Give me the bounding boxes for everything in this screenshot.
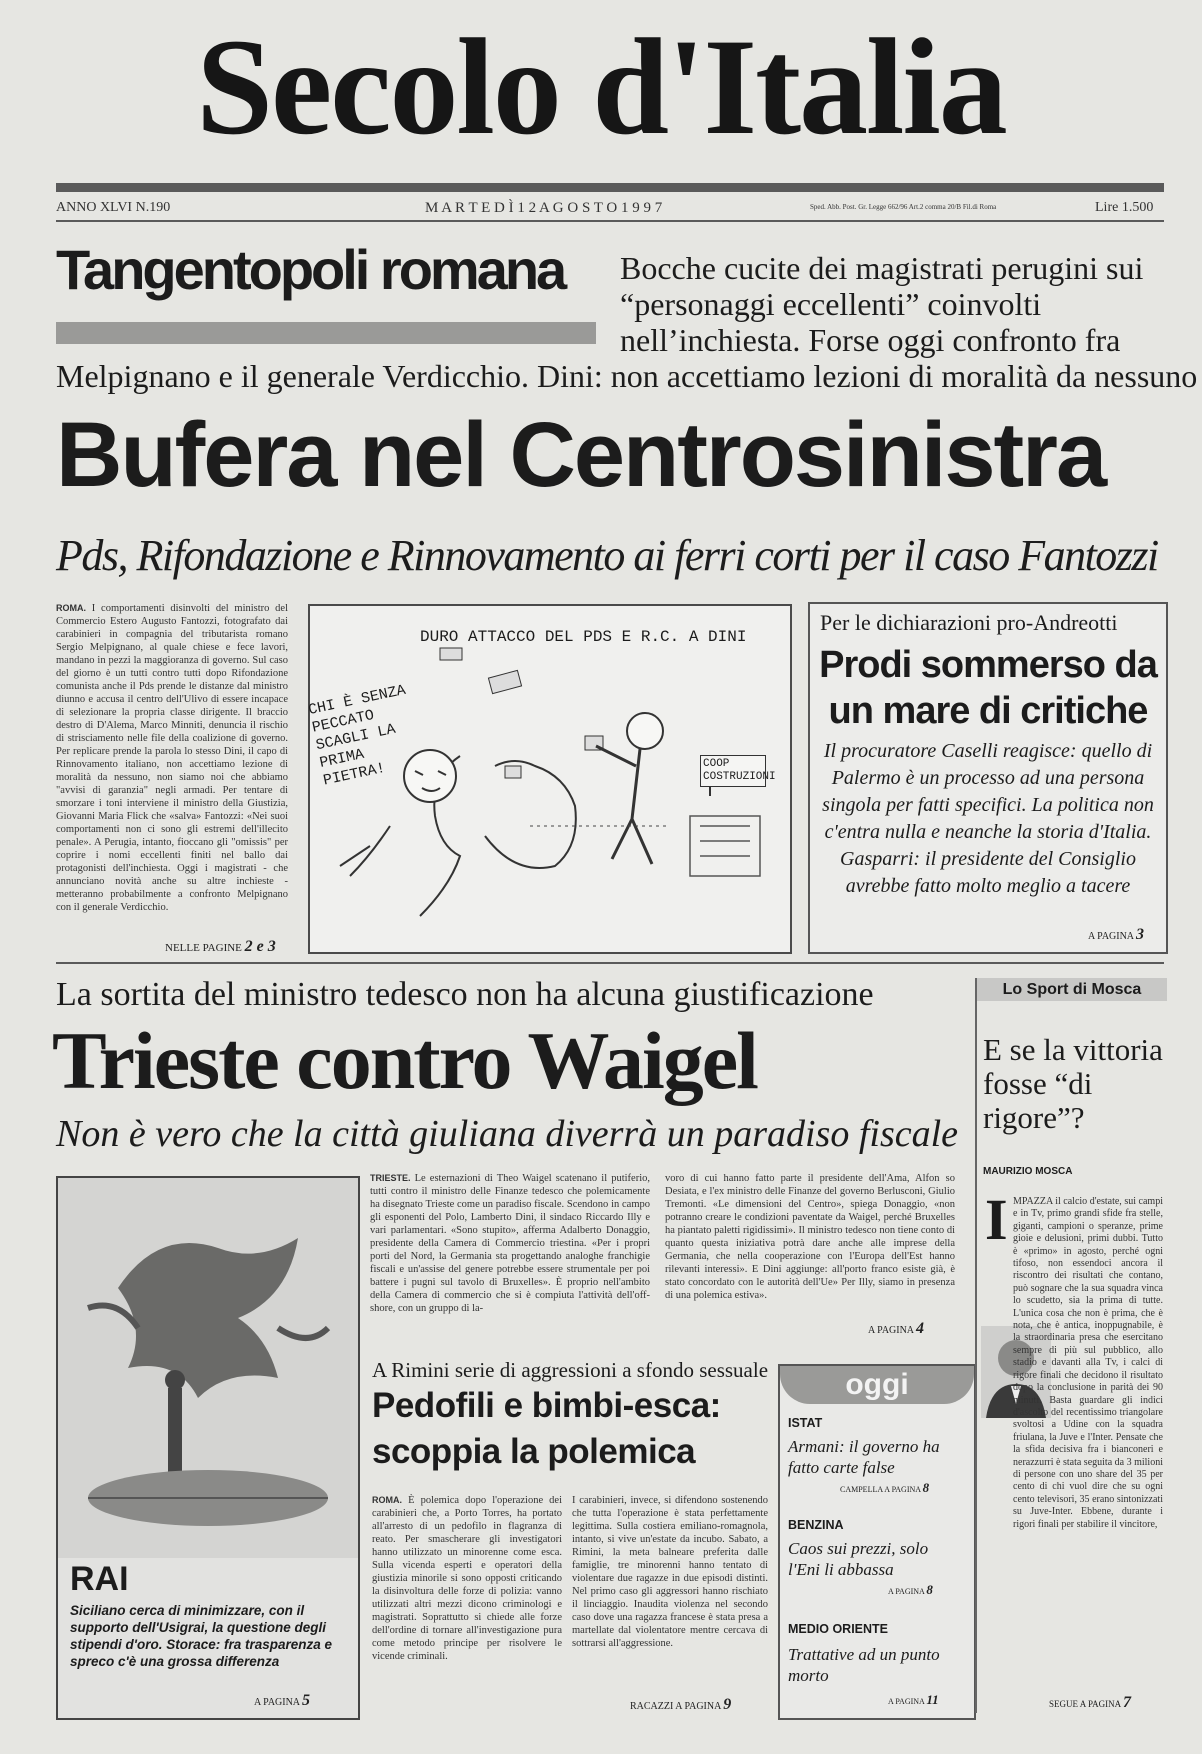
lead-dateline: ROMA. — [56, 603, 86, 613]
lead-page-ref — [165, 938, 276, 956]
prodi-kicker: Per le dichiarazioni pro-Andreotti — [820, 610, 1118, 635]
postal-info: Sped. Abb. Post. Gr. Legge 662/96 Art.2 comma 20/B Fil.di Roma — [810, 203, 997, 211]
oggi-text-benzina: Caos sui prezzi, solo l'Eni li abbassa — [788, 1539, 929, 1579]
oggi-section-benzina: BENZINA — [788, 1518, 844, 1532]
trieste-body-text-1: Le esternazioni di Theo Waigel scatenano il putiferio, tutti contro il ministro delle Finanze tedesco che polemicamente ha disegnato Trieste come un paradiso fiscale. Scendono in campo gli esponenti del Polo, Lamberto Dini, il sindaco Riccardo Illy e vari parlamentari. «Sono stupito», afferma Adalberto Donaggio, presidente della Camera di Commercio triestina. «Per i propri porti del Nord, la Germania sta progettando analoghe franchigie fiscali e un'assise del genere potrebbe essere strumentale per poi battere i pugni sul tavolo di Bruxelles». È proprio nell'ambito della Camera di commercio che si è compiuta l'attività dell'off-shore, con un gruppo di la- — [370, 1173, 650, 1314]
prodi-headline: Prodi sommerso da un mare di critiche — [819, 644, 1157, 732]
rimini-dateline: ROMA. — [372, 1495, 402, 1505]
lead-body-text: I comportamenti disinvolti del ministro del Commercio Estero Augusto Fantozzi, fotografato dai carabinieri in compagnia del tributarista romano Sergio Melpignano, al quale chiese e fece lavori, mandano in pezzi la maggioranza di governo. Sul caso del giorno è un tutti contro tutti dopo Rifondazione comunista anche il Pds prende le distanze dal ministro diunno e accusa il centro dell'Ulivo di essere incapace di selezionare la propria classe dirigente. Il braccio destro di D'Alema, Marco Minniti, denuncia il rischio di strisciamento nelle file della coalizione di governo. Per replicare prende la parola lo stesso Dini, il capo di Rinnovamento italiano, non accettiamo lezione di moralità da nessuno, non siamo noi che abbiamo "avvisi di garanzia" negli armadi. Per tentare di smorzare i toni interviene il ministro della Giustizia, Giovanni Maria Flick che «salva» Fantozzi: «Nei suoi comportamenti non ci sono gli estremi dell'illecito penale». A Perugia, intanto, fioccano gli "omissis" per coprire i nomi eccellenti finiti nel ballo dai protagonisti dell'inchiesta. Oggi i magistrati - che annunciano novità anche su altre inchieste - metteranno probabilmente a confronto Melpignano con il generale Verdicchio. — [56, 603, 288, 913]
sport-tag: Lo Sport di Mosca — [977, 978, 1167, 1001]
rimini-headline: Pedofili e bimbi-esca: scoppia la polemica — [372, 1386, 721, 1471]
cartoon-speech-bubble: CHI È SENZA PECCATO SCAGLI LA PRIMA PIETRA! — [306, 681, 408, 790]
rimini-kicker: A Rimini serie di aggressioni a sfondo sessuale — [372, 1358, 769, 1382]
oggi-ref-istat-label: CAMPELLA A PAGINA — [840, 1485, 921, 1494]
oggi-ref-medio-oriente — [888, 1692, 939, 1708]
lead-body — [56, 602, 288, 932]
sport-page-ref-num: 7 — [1122, 1694, 1131, 1711]
trieste-page-ref-num: 4 — [915, 1320, 924, 1337]
sport-headline: E se la vittoria fosse “di rigore”? — [983, 1032, 1163, 1135]
oggi-ref-istat-num: 8 — [922, 1480, 930, 1495]
price: Lire 1.500 — [1095, 200, 1154, 215]
rai-page-ref — [254, 1692, 310, 1710]
lead-page-ref-num: 2 e 3 — [244, 938, 276, 955]
sport-body: MPAZZA il calcio d'estate, sui campi e in Tv, primo grandi sfide fra stelle, giganti, campioni o speranze, prime gioie e delusioni, primi dubbi. Tutto è «primo» in agosto, perché ogni tifoso, non essendoci ancora il riscontro dei risultati che contano, può sognare che la sua squadra vinca lo scudetto, sia la prima di tutte. L'unica cosa che non è prima, che è nota, che è antica, inoppugnabile, è la straordinaria presa che esercitano sempre di più sul pubblico, allo stadio e davanti alla Tv, i calci di rigore finali che decidono il risultato dopo la conclusione in parità dei 90 minuti. Basta guardare gli indici d'ascolto del recentissimo triangolare svoltosi a Udine con la squadra friulana, la Juve e l'Inter. Pensate che la sfida decisiva fra i bianconeri e nerazzurri è stata seguita da 3 milioni di persone con uno share del 35 per cento di chi vuol dire che su ogni cento televisori, 35 erano sintonizzati su Juve-Inter. Ebbene, durante i rigori finali per stabilire il vincitore, — [1013, 1196, 1163, 1530]
trieste-dateline: TRIESTE. — [370, 1173, 411, 1183]
lead-subhead: Pds, Rifondazione e Rinnovamento ai ferri corti per il caso Fantozzi — [56, 531, 1158, 580]
oggi-section-istat: ISTAT — [788, 1416, 823, 1430]
oggi-box — [778, 1364, 976, 1720]
rimini-body-text-2: I carabinieri, invece, si difendono sostenendo che tutta l'operazione è stata perfettamente legittima. Sulla costiera emiliano-romagnola, intanto, si vive un'estate da incubo. Sabato, a Rimini, la meta balneare preferita dalle famiglie, tre minorenni hanno tentato di violentare due ragazze in due episodi distinti. Nel primo caso gli aggressori hanno rischiato il linciaggio. Inaudita violenza nel secondo caso dove una ragazza francese è stata presa a martellate dal violentatore mentre cercava di sottrarsi all'aggressione. — [572, 1495, 768, 1649]
trieste-body-text-2: voro di cui hanno fatto parte il presidente dell'Ama, Alfon so Desiata, e l'ex ministro delle Finanze del governo Berlusconi, Giulio Tremonti. «Le dimensioni del Centro», spiega Donaggio, «non potranno creare le condizioni paventate da Waigel, perché Bruxelles ha piantato paletti rigidissimi». Il ministro tedesco non tiene conto di quanto questa iniziativa potrà dare anche alle imprese della Germania, che nella cooperazione con l'Europa dell'Est hanno rilevanti interessi». E Dini aggiunge: all'porto franco esiste già, è stato concordato con le autorità dell'Ue» Per Illy, siamo in presenza di una polemica estiva». — [665, 1173, 955, 1301]
issue-date: M A R T E D Ì 1 2 A G O S T O 1 9 9 7 — [425, 200, 663, 216]
lead-kicker-bar — [56, 322, 596, 344]
rai-title: RAI — [70, 1560, 129, 1598]
sport-dropcap: I — [985, 1187, 1008, 1252]
oggi-ref-istat — [840, 1480, 929, 1496]
oggi-section-medio-oriente: MEDIO ORIENTE — [788, 1622, 889, 1636]
prodi-box — [808, 602, 1168, 954]
oggi-title: oggi — [780, 1366, 974, 1404]
masthead-rule-top — [56, 183, 1164, 192]
trieste-page-ref-label: A PAGINA — [868, 1325, 914, 1336]
oggi-ref-medio-oriente-label: A PAGINA — [888, 1697, 925, 1706]
trieste-body-col1 — [370, 1172, 650, 1340]
trieste-kicker: La sortita del ministro tedesco non ha alcuna giustificazione — [56, 976, 874, 1013]
rai-page-ref-num: 5 — [301, 1692, 310, 1709]
sport-byline: MAURIZIO MOSCA — [983, 1166, 1073, 1177]
oggi-text-istat: Armani: il governo ha fatto carte false — [788, 1437, 940, 1477]
lead-kicker: Tangentopoli romana — [56, 238, 565, 301]
rai-box — [58, 1558, 358, 1718]
oggi-ref-medio-oriente-num: 11 — [926, 1692, 939, 1707]
oggi-ref-benzina — [888, 1582, 933, 1598]
masthead-rule-bottom — [56, 220, 1164, 222]
rimini-body-col2 — [572, 1494, 768, 1690]
rimini-page-ref — [630, 1696, 731, 1714]
venice-lion-photo — [56, 1176, 360, 1720]
oggi-ref-benzina-num: 8 — [926, 1582, 933, 1597]
oggi-ref-benzina-label: A PAGINA — [888, 1587, 925, 1596]
rimini-page-ref-num: 9 — [723, 1696, 732, 1713]
cartoon-sign: COOP COSTRUZIONI — [700, 755, 766, 787]
rimini-body-col1 — [372, 1494, 562, 1712]
prodi-body: Il procuratore Caselli reagisce: quello di Palermo è un processo ad una persona singola per fatti specifici. La politica non c'entra nulla e neanche la storia d'Italia. Gasparri: il presidente del Consiglio avrebbe fatto molto meglio a tacere — [822, 740, 1154, 897]
prodi-page-ref — [1088, 926, 1144, 944]
trieste-page-ref — [868, 1320, 924, 1338]
trieste-headline: Trieste contro Waigel — [52, 1015, 757, 1106]
section-divider — [56, 962, 1164, 964]
issue-number: ANNO XLVI N.190 — [56, 200, 171, 215]
trieste-body-col2 — [665, 1172, 955, 1324]
lead-deck-full: Melpignano e il generale Verdicchio. Dini: non accettiamo lezioni di moralità da nessuno — [56, 358, 1198, 394]
masthead-title: Secolo d'Italia — [196, 10, 1006, 163]
rai-body: Siciliano cerca di minimizzare, con il supporto dell'Usigrai, la questione degli stipendi d'oro. Storace: fra trasparenza e spreco c'è una grossa differenza — [70, 1603, 333, 1669]
sport-column — [975, 978, 1167, 1713]
cartoon-caption: DURO ATTACCO DEL PDS E R.C. A DINI — [420, 628, 747, 646]
rai-page-ref-label: A PAGINA — [254, 1697, 300, 1708]
prodi-page-ref-label: A PAGINA — [1088, 931, 1134, 942]
lead-headline: Bufera nel Centrosinistra — [56, 404, 1106, 506]
lead-deck-right: Bocche cucite dei magistrati perugini sui “personaggi eccellenti” coinvolti nell’inchiesta. Forse oggi confronto fra — [620, 250, 1144, 358]
lion-statue-image — [58, 1178, 358, 1558]
lead-page-ref-label: NELLE PAGINE — [165, 942, 242, 954]
sport-page-ref — [1049, 1694, 1131, 1712]
rimini-body-text-1: È polemica dopo l'operazione dei carabinieri che, a Porto Torres, ha portato all'arresto di un pedofilo in flagranza di reato. Per smascherare gli investigatori hanno utilizzato un minorenne come esca. Sulla vicenda esperti e operatori della giustizia minorile si sono opposti criticando la disinvoltura delle forze di polizia: vanno utilizzati altri mezzi dicono criminologi e magistrati. Soprattutto si chiede alle forze dell'ordine di tornare all'investigazione pura come metodo principe per risolvere le vicende criminali. — [372, 1495, 562, 1662]
rimini-page-ref-label: RACAZZI A PAGINA — [630, 1701, 721, 1712]
sport-page-ref-label: SEGUE A PAGINA — [1049, 1699, 1121, 1709]
prodi-page-ref-num: 3 — [1135, 926, 1144, 943]
trieste-subhead: Non è vero che la città giuliana diverrà un paradiso fiscale — [56, 1113, 959, 1155]
oggi-text-medio-oriente: Trattative ad un punto morto — [788, 1645, 940, 1685]
